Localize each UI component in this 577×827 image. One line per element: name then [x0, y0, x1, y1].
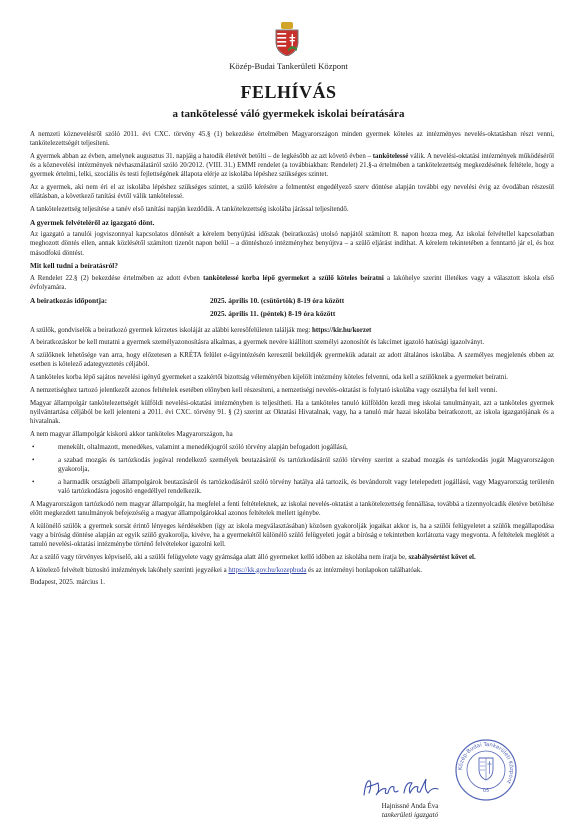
list-item: • a harmadik országbeli állampolgárok beutazásáról és tartózkodásáról szóló törvény hatálya alá tartozik, és bevándorolt vagy letelepedett jogállású, vagy Magyarország területén való tartózkodásra jogosító engedéllyel rendelkezik. — [32, 478, 554, 495]
paragraph-foreign-citizens: A nem magyar állampolgár kiskorú akkor tanköteles Magyarországon, ha — [30, 431, 233, 438]
enrollment-date-2: 2025. április 11. (péntek) 8-19 óra között — [210, 308, 336, 318]
signatory-role: tankerületi igazgató — [381, 811, 439, 819]
kir-korzet-link[interactable]: https://kir.hu/korzet — [312, 326, 372, 334]
paragraph-enrollment-duty: A Rendelet 22.§ (2) bekezdése értelmében az adott évben tankötelessé korba lépő gyermeket a szülő köteles beíratni a lakóhelye szerint illetékes vagy a választott iskola első évfolyamára. — [30, 274, 555, 291]
paragraph-nationality: A nemzetiséghez tartozó jelentkezőt azonos feltételek esetében előnyben kell részesíteni, a nemzetiségi nevelés-oktatást is folytató iskolába vagy osztályba fel kell venni. — [30, 387, 498, 394]
place-and-date: Budapest, 2025. március 1. — [30, 579, 106, 587]
stamp-ring-text: Közép-Budai Tankerületi Központ — [457, 741, 515, 785]
organization-name: Közép-Budai Tankerületi Központ — [229, 61, 348, 71]
paragraph-separated-parents: A különélő szülők a gyermek sorsát érintő lényeges kérdésekben (így az iskola megválasztásában) közösen gyakorolják jogaikat akkor is, ha a szülői felügyeletet a szülők megállapodása vagy a bíróság döntése alapján az egyik szülő gyakorolja, kivéve, ha a gyermekétől különélő szülő felügyeleti jogát a bíróság e tekintetben korlátozta vagy megvonta. A feltételek meglétét a tanuló nevelési-oktatási intézménybe történő felvételekor igazolni kell. — [30, 522, 554, 548]
paragraph-abroad: Magyar állampolgár tankötelezettségét külföldi nevelési-oktatási intézményben is teljesítheti. Ha a tanköteles tanuló külföldön kezdi meg iskolai tanulmányait, azt a tanköteles gyermek nyilvántartása céljából be kell jelenteni a 2011. évi CXC. törvény 91. § (2) szerint az Oktatási Hivatalnak, vagy, ha a tanuló már hazai iskolába beiratkozott, az iskola igazgatójának és a hivatalnak. — [30, 399, 554, 426]
document-title: FELHÍVÁS — [240, 82, 337, 102]
enrollment-dates-label: A beiratkozás időpontja: — [30, 295, 108, 305]
document-subtitle: a tankötelessé váló gyermekek iskolai beíratására — [172, 108, 405, 120]
paragraph-start: A tankötelezettség teljesítése a tanév első tanítási napján kezdődik. A tankötelezettség iskolába járással teljesítendő. — [30, 206, 349, 214]
paragraph-exemption: Az a gyermek, aki nem éri el az iskolába lépéshez szükséges szintet, a szülő kérésére a felmentést engedélyező szerv döntése alapján további egy nevelési évig az óvodában részesül ellátásban, a következő tanítási évtől válik tankötelessé. — [30, 184, 554, 201]
handwritten-signature-icon — [360, 775, 480, 801]
paragraph-school-age: A gyermek abban az évben, amelynek augusztus 31. napjáig a hatodik életévét betölti – de legkésőbb az azt követő évben – tankötelessé válik. A nevelési-oktatási intézmények működéséről és a köznevelési intézmények névhasználatáról szóló 20/2012. (VIII. 31.) EMMI rendelet (a továbbiakban: Rendelet) 21.§-a értelmében a tankötelezettség megkezdésének feltétele, hogy a gyermek értelmi, lelki, szociális és testi fejlettségének állapota elérje az iskolába lépéshez szükséges szintet. — [30, 153, 554, 179]
bullet-icon: • — [32, 456, 35, 464]
bullet-icon: • — [32, 478, 35, 486]
document-body — [30, 130, 554, 591]
heading-enrollment-info: Mit kell tudni a beíratásról? — [30, 261, 118, 271]
paragraph-kreta: A szülőknek lehetősége van arra, hogy előzetesen a KRÉTA felület e-ügyintézésén keresztül beküldjék gyermekük adatait az adott általános iskolába. A személyes megjelenés ebben az esetben is kötelező adategyeztetés céljából. — [30, 352, 554, 369]
heading-admission-decision: A gyermek felvételéről az igazgató dönt. — [30, 218, 155, 227]
enrollment-date-1: 2025. április 10. (csütörtök) 8-19 óra között — [210, 295, 345, 305]
paragraph-institution-list: A kötelező felvételt biztosító intézmények lakóhely szerinti jegyzékei a https://kk.gov.hu/kozepbuda és az intézményi honlapokon találhatóak. — [30, 566, 423, 574]
paragraph-district-search: A szülők, gondviselők a beiratkozó gyermek körzetes iskoláját az alábbi keresőfelületen találják meg: https://kir.hu/korzet — [30, 326, 372, 334]
paragraph-legal-basis: A nemzeti köznevelésről szóló 2011. évi CXC. törvény 45.§ (1) bekezdése értelmében Magyarországon minden gyermek köteles az intézményes nevelés-oktatásban részt venni, tankötelezettségét teljesíteni. — [30, 131, 554, 148]
signatory — [362, 802, 458, 820]
list-item: • menekült, oltalmazott, menedékes, valamint a menedékjogról szóló törvény alapján befogadott jogállású, — [32, 443, 348, 451]
paragraph-decision: Az igazgató a tanulói jogviszonnyal kapcsolatos döntését a kérelem benyújtási időszak (beiratkozás) utolsó napjától számított 8. napon hozza meg. Az iskolai felvétellel kapcsolatban meghozott döntés ellen, annak közlésétől számított tizenöt napon belül – a döntéshozó intézményhez benyújtva – a szülő eljárást indíthat. A kérelem tekintetében a fenntartó jár el, és hoz másodfokú döntést. — [30, 231, 554, 257]
list-item: • a szabad mozgás és tartózkodás jogával rendelkező személyek beutazásáról és tartózkodásáról szóló törvény szerint a szabad mozgás és tartózkodás jogát Magyarországon gyakorolja, — [32, 456, 554, 473]
paragraph-id-documents: A beiratkozáskor be kell mutatni a gyermek személyazonosításra alkalmas, a gyermek nevére kiállított személyi azonosítót és lakcímet igazoló hatósági igazolványt. — [30, 339, 485, 347]
paragraph-foreign-conditions: A Magyarországon tartózkodó nem magyar állampolgár, ha megfelel a fenti feltételeknek, az iskolai nevelés-oktatást a tankötelezettség fennállása, továbbá a tizennyolcadik életéve betöltése előtt megkezdett tanulmányok befejezéséig a magyar állampolgárokkal azonos feltételek mellett igénybe. — [30, 500, 554, 517]
hungarian-coat-of-arms-icon — [274, 22, 300, 56]
signatory-name: Hajnissné Anda Éva — [381, 802, 439, 810]
enrollment-dates — [30, 296, 554, 322]
bullet-icon: • — [32, 443, 35, 451]
paragraph-offence: Az a szülő vagy törvényes képviselő, aki a szülői felügyelete vagy gyámsága alatt álló gyermeket kellő időben az iskolába nem íratja be, szabálysértést követ el. — [30, 553, 476, 561]
stamp-number: 05 — [482, 788, 490, 794]
paragraph-special-needs: A tanköteles korba lépő sajátos nevelési igényű gyermeket a szakértői bizottság véleményében kijelölt intézmény köteles felvenni, oda kell a szülőknek a gyermeket beíratni. — [30, 374, 508, 382]
kk-gov-link[interactable]: https://kk.gov.hu/kozepbuda — [228, 566, 307, 574]
